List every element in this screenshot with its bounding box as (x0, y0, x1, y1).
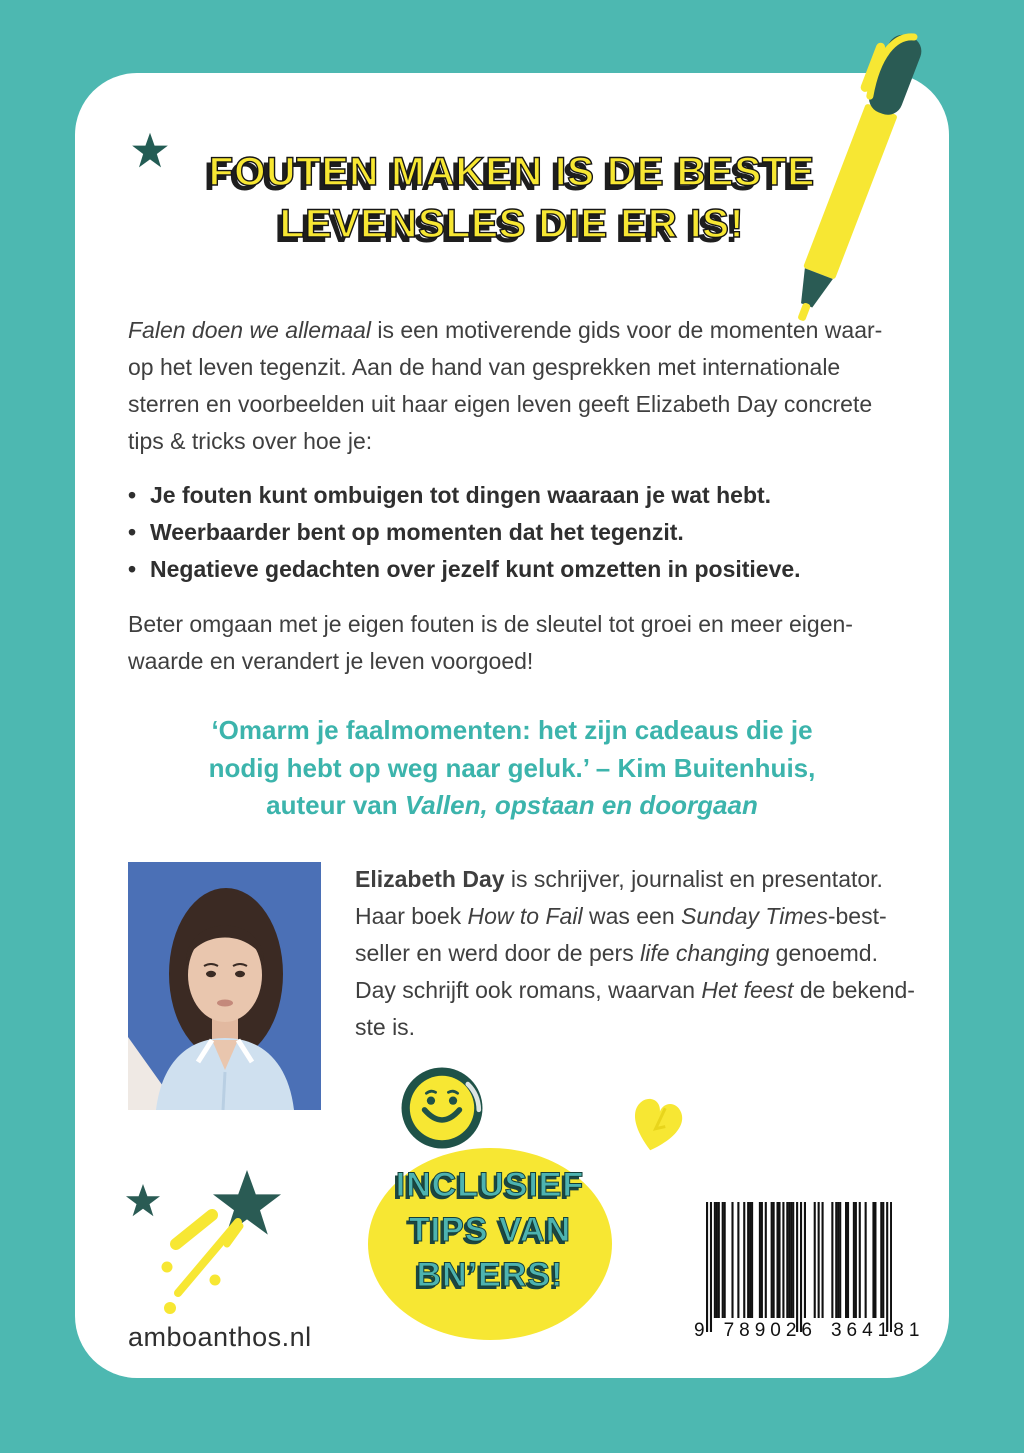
bullet-text: Weerbaarder bent op momenten dat het tegenzit. (150, 519, 684, 545)
barcode (706, 1202, 892, 1334)
highlighter-pen-icon (762, 14, 972, 324)
list-item (128, 551, 928, 588)
bio-line: ste is. (355, 1014, 416, 1040)
bullet-text: Negatieve gedachten over jezelf kunt omzetten in positieve. (150, 556, 801, 582)
intro-line: sterren en voorbeelden uit haar eigen leven geeft Elizabeth Day concrete (128, 391, 873, 417)
bio-line: Day schrijft ook romans, waarvan Het feest de bekend- (355, 977, 915, 1003)
bullet-icon: • (128, 482, 137, 508)
badge-line: BN’ERS! (416, 1256, 564, 1294)
intro-paragraph (128, 312, 928, 460)
intro-line: op het leven tegenzit. Aan de hand van gesprekken met internationale (128, 354, 841, 380)
shooting-star-icon (115, 1165, 295, 1345)
closing-paragraph (128, 606, 928, 680)
heart-icon (620, 1086, 694, 1160)
quote-line: nodig hebt op weg naar geluk.’ – Kim Buitenhuis, (208, 752, 816, 783)
author-bio (355, 861, 930, 1046)
bio-line: seller en werd door de pers life changing genoemd. (355, 940, 878, 966)
author-photo (128, 862, 321, 1110)
bio-line: Elizabeth Day is schrijver, journalist en presentator. (355, 866, 883, 892)
list-item (128, 477, 928, 514)
badge-line: INCLUSIEF (395, 1166, 585, 1204)
list-item (128, 514, 928, 551)
isbn-number (694, 1320, 925, 1342)
bio-line: Haar boek How to Fail was een Sunday Times-best- (355, 903, 887, 929)
isbn-first-digit: 9 (694, 1320, 710, 1341)
endorsement-quote (112, 712, 912, 825)
bullet-icon: • (128, 519, 137, 545)
quote-line: auteur van Vallen, opstaan en doorgaan (266, 790, 758, 820)
bullet-text: Je fouten kunt ombuigen tot dingen waaraan je wat hebt. (150, 482, 772, 508)
badge-text (368, 1163, 612, 1298)
title-line-2: LEVENSLES DIE ER IS! (279, 202, 745, 246)
intro-line: tips & tricks over hoe je: (128, 428, 373, 454)
intro-line: Falen doen we allemaal is een motiverende gids voor de momenten waar- (128, 317, 883, 343)
isbn-group-1: 789026 (723, 1320, 817, 1341)
bullet-list (128, 477, 928, 588)
badge-line: TIPS VAN (408, 1211, 572, 1249)
bullet-icon: • (128, 556, 137, 582)
isbn-group-2: 364181 (830, 1320, 925, 1341)
quote-line: ‘Omarm je faalmomenten: het zijn cadeaus die je (211, 715, 813, 745)
closing-line: Beter omgaan met je eigen fouten is de sleutel tot groei en meer eigen- (128, 611, 853, 637)
smiley-icon (396, 1062, 488, 1154)
publisher-url: amboanthos.nl (128, 1322, 312, 1352)
title-line-1: FOUTEN MAKEN IS DE BESTE (208, 150, 816, 194)
closing-line: waarde en verandert je leven voorgoed! (128, 648, 534, 674)
